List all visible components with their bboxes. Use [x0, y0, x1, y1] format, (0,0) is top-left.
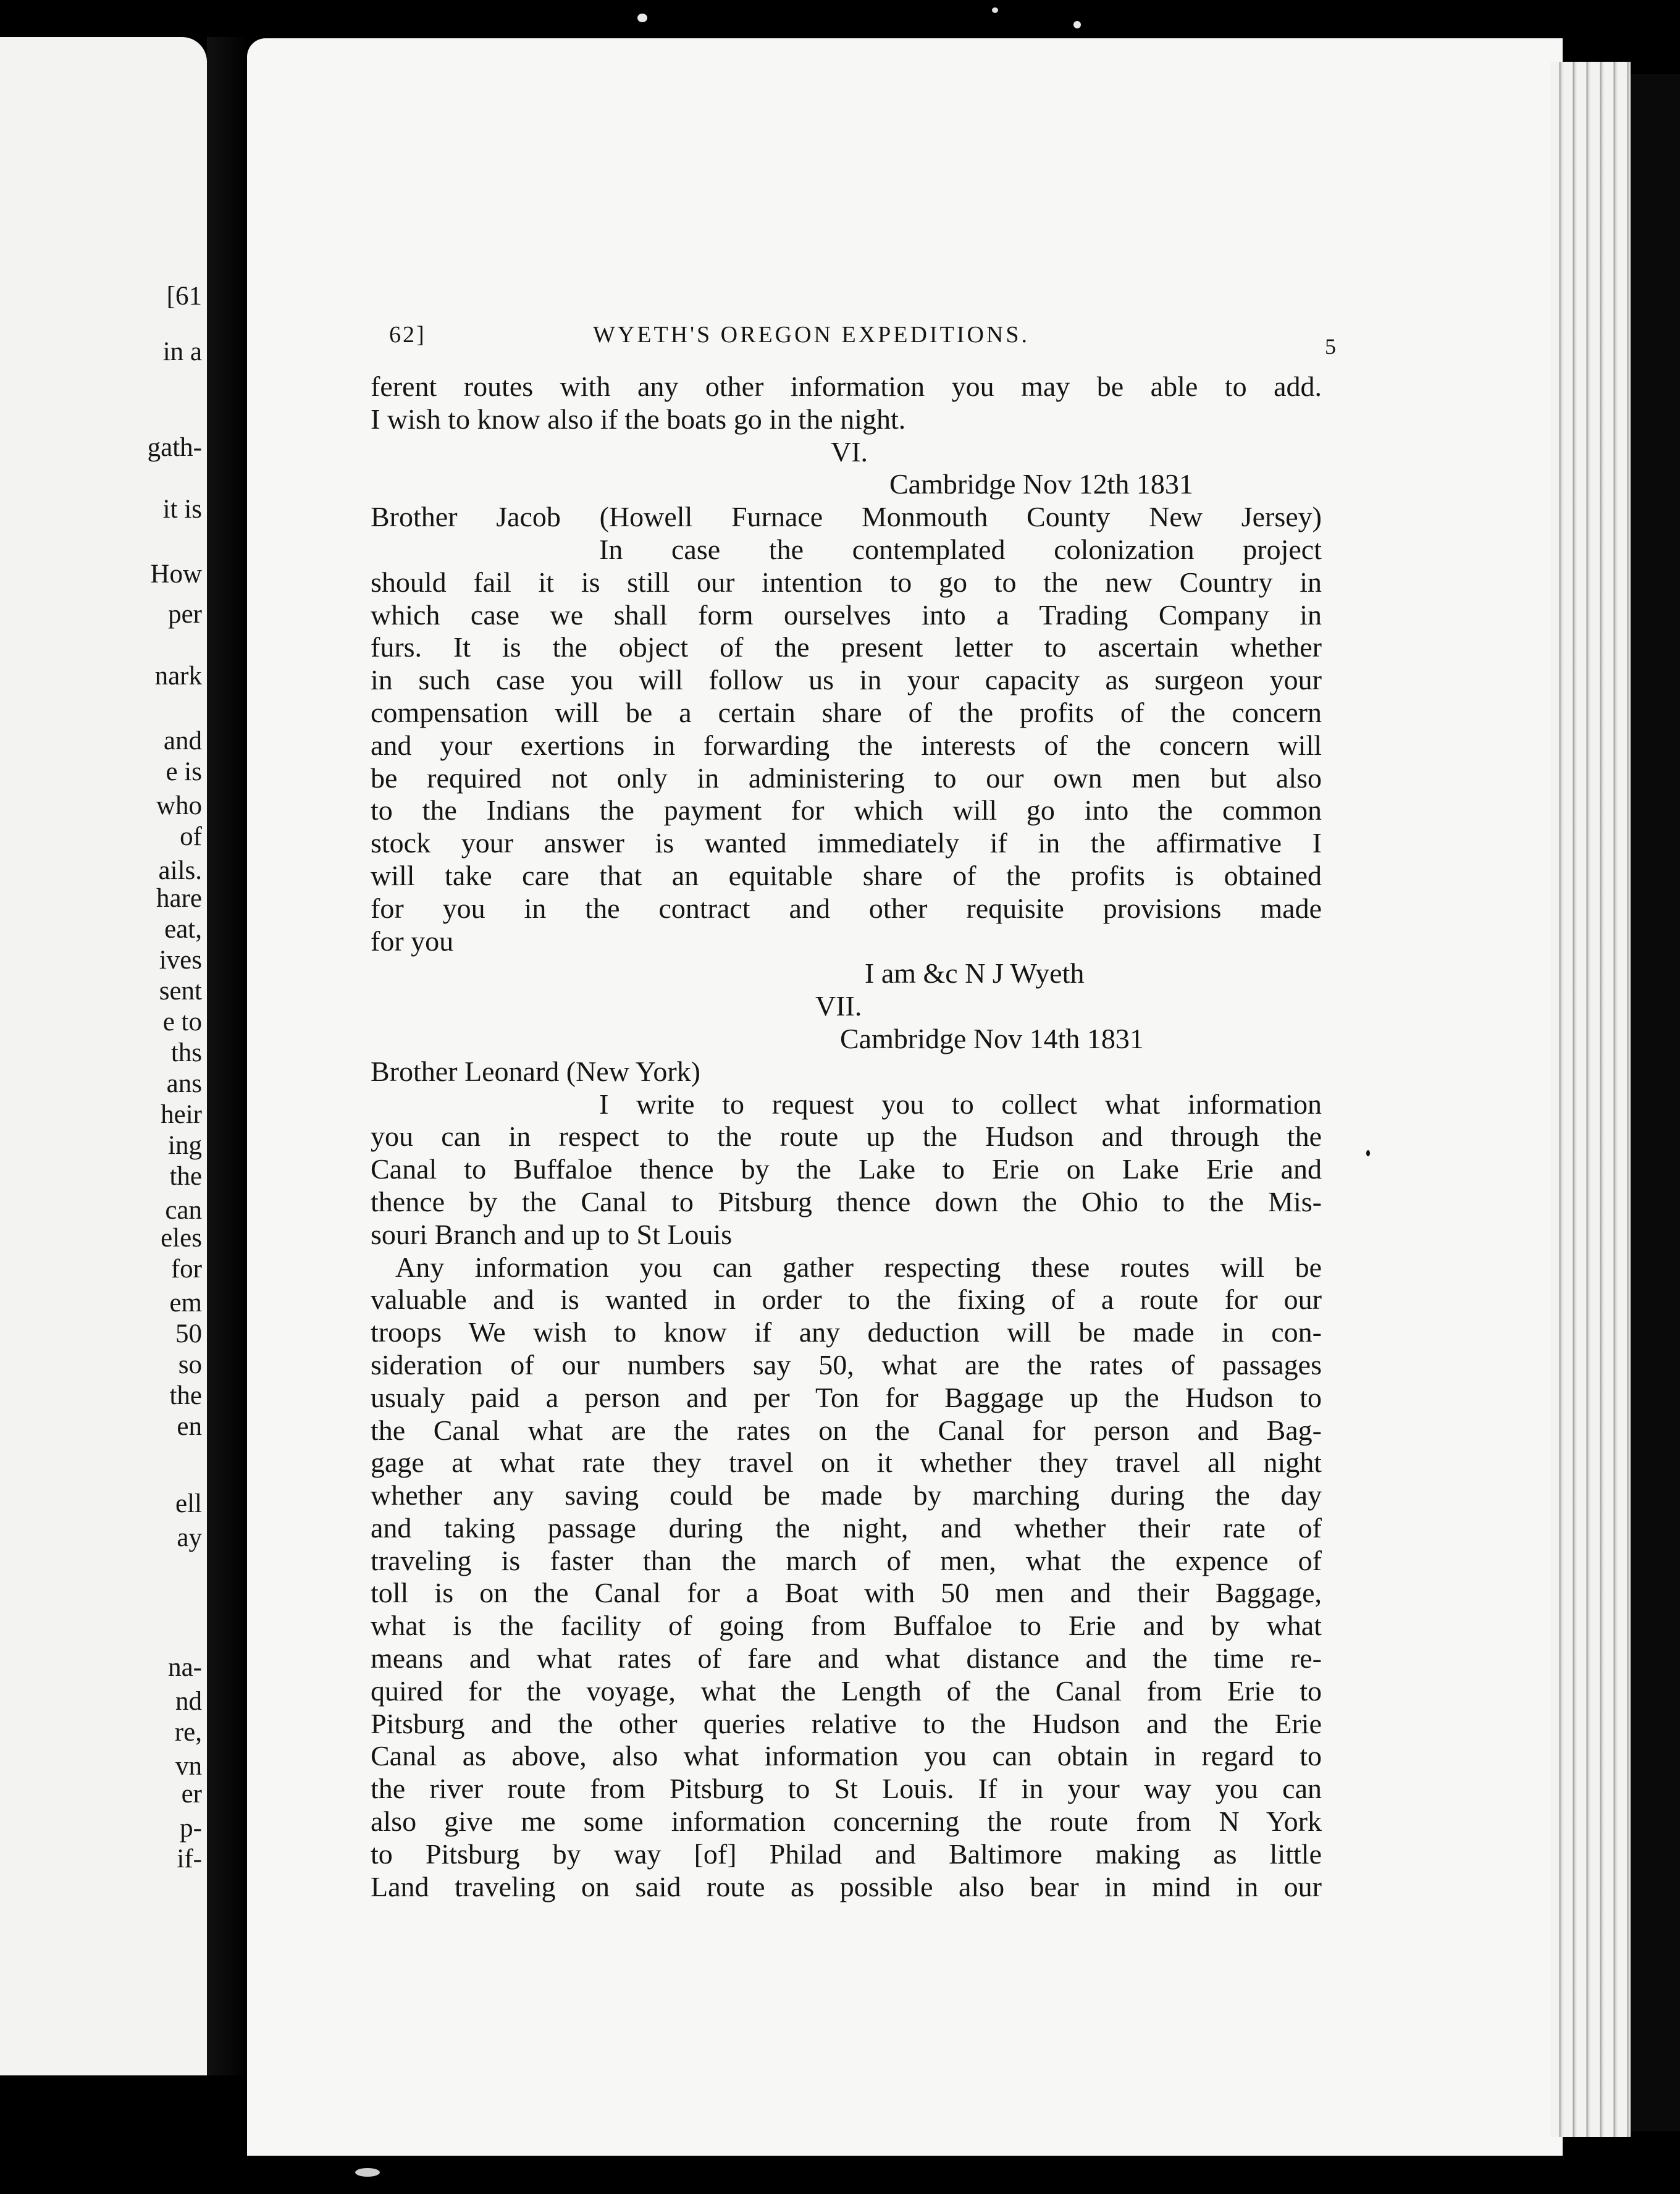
text-line: Any information you can gather respecting these routes will be	[395, 1251, 1322, 1283]
left-page-fragment	[0, 1381, 207, 1411]
text-line: for you	[371, 925, 454, 957]
fragment-text: can	[165, 1196, 202, 1225]
left-page-fragment	[0, 791, 207, 822]
text-line: VI.	[831, 435, 868, 468]
text-line: and taking passage during the night, and whether their rate of	[371, 1511, 1322, 1544]
text-line: quired for the voyage, what the Length of the Canal from Erie to	[371, 1675, 1322, 1707]
running-head	[389, 321, 1338, 359]
text-line: I wish to know also if the boats go in the night.	[371, 403, 906, 435]
text-line: for you in the contract and other requisite provisions made	[371, 892, 1322, 924]
fragment-text: the	[169, 1162, 202, 1191]
text-line: ferent routes with any other information you may be able to add.	[371, 371, 1322, 402]
fragment-text: so	[178, 1350, 202, 1379]
left-page-fragment	[0, 494, 207, 525]
left-page-fragment	[0, 599, 207, 630]
text-line: usualy paid a person and per Ton for Baggage up the Hudson to	[371, 1381, 1322, 1413]
left-page-fragment	[0, 1717, 207, 1748]
text-line: and your exertions in forwarding the interests of the concern will	[371, 729, 1322, 761]
left-page-fragment	[0, 1007, 207, 1038]
left-page-fragment	[0, 1038, 207, 1069]
fragment-text: in a	[162, 337, 202, 366]
text-line: you can in respect to the route up the Hudson and through the	[371, 1120, 1322, 1153]
fragment-text: na-	[168, 1653, 202, 1682]
fragment-text: who	[156, 791, 202, 820]
text-line: Land traveling on said route as possible also bear in mind in our	[371, 1870, 1322, 1902]
left-page-fragment	[0, 1751, 207, 1782]
text-line: Cambridge Nov 12th 1831	[889, 468, 1193, 500]
text-line: Canal as above, also what information you can obtain in regard to	[371, 1740, 1322, 1772]
fragment-text: ans	[166, 1069, 202, 1098]
left-page-fragment	[0, 914, 207, 945]
text-line: gage at what rate they travel on it whether they travel all night	[371, 1447, 1322, 1479]
gutter-shadow	[207, 37, 250, 2075]
fragment-text: of	[180, 822, 202, 851]
fragment-text: e to	[162, 1007, 202, 1036]
left-page-fragment	[0, 1411, 207, 1442]
left-page-fragment	[0, 1099, 207, 1130]
left-page-fragment	[0, 1288, 207, 1319]
left-page-fragment	[0, 1069, 207, 1099]
book-edge-shadow	[1631, 74, 1680, 2131]
left-page-fragment	[0, 1130, 207, 1161]
fragment-text: and	[163, 726, 202, 755]
left-page-fragment	[0, 1844, 207, 1875]
fragment-text: ives	[159, 946, 202, 975]
fragment-text: ing	[168, 1131, 202, 1160]
left-page-fragment	[0, 661, 207, 692]
text-line: will take care that an equitable share of the profits is obtained	[371, 859, 1322, 891]
text-line: Brother Jacob (Howell Furnace Monmouth County New Jersey)	[371, 501, 1322, 533]
fragment-text: for	[170, 1255, 202, 1284]
fragment-text: sent	[159, 977, 202, 1006]
fragment-text: the	[169, 1381, 202, 1410]
text-line: compensation will be a certain share of the profits of the concern	[371, 696, 1322, 728]
text-line: Canal to Buffaloe thence by the Lake to Erie on Lake Erie and	[371, 1153, 1322, 1185]
left-page-fragment	[0, 855, 207, 886]
left-page-fragment	[0, 1195, 207, 1226]
left-page-fragment	[0, 1489, 207, 1519]
text-line: thence by the Canal to Pitsburg thence down the Ohio to the Mis-	[371, 1185, 1322, 1217]
text-line: souri Branch and up to St Louis	[371, 1218, 733, 1250]
text-line: I write to request you to collect what information	[599, 1088, 1322, 1120]
left-page-fragment	[0, 1254, 207, 1285]
text-line: In case the contemplated colonization project	[599, 533, 1322, 565]
text-line: furs. It is the object of the present letter to ascertain whether	[371, 631, 1322, 663]
fragment-text: hare	[156, 884, 202, 913]
left-page-fragment	[0, 883, 207, 914]
fragment-text: per	[168, 600, 202, 629]
left-page-fragment	[0, 757, 207, 788]
text-line: Brother Leonard (New York)	[371, 1055, 700, 1087]
left-page-fragment	[0, 1652, 207, 1683]
text-line: also give me some information concerning the route from N York	[371, 1805, 1322, 1838]
fragment-text: ths	[170, 1038, 202, 1067]
left-page-fragment	[0, 1523, 207, 1553]
text-line: Pitsburg and the other queries relative to the Hudson and the Erie	[371, 1707, 1322, 1739]
fragment-text: heir	[161, 1100, 202, 1129]
fragment-text: if-	[177, 1844, 202, 1873]
fragment-text: p-	[180, 1814, 202, 1843]
text-line: what is the facility of going from Buffaloe to Erie and by what	[371, 1610, 1322, 1642]
signature-mark: 5	[1325, 334, 1338, 359]
left-page-fragment	[0, 1686, 207, 1717]
text-line: VII.	[815, 990, 862, 1022]
fragment-text: eles	[161, 1224, 202, 1253]
fragment-text: ay	[177, 1523, 202, 1552]
page-number: 62]	[389, 322, 426, 348]
left-page-fragment	[0, 1350, 207, 1381]
text-line: toll is on the Canal for a Boat with 50 men and their Baggage,	[371, 1577, 1322, 1609]
fragment-text: re,	[174, 1718, 202, 1747]
fragment-text: en	[177, 1412, 202, 1441]
left-page-fragment	[0, 976, 207, 1007]
fragment-text: ails.	[158, 856, 202, 885]
left-page-fragment	[0, 945, 207, 976]
fragment-text: 50	[175, 1319, 202, 1348]
text-line: means and what rates of fare and what distance and the time re-	[371, 1642, 1322, 1675]
left-page-fragment	[0, 1319, 207, 1350]
left-page-fragment	[0, 559, 207, 590]
fragment-text: eat,	[164, 915, 202, 944]
left-page-fragment	[0, 432, 207, 463]
fragment-text: ell	[175, 1489, 202, 1518]
text-line: troops We wish to know if any deduction will be made in con-	[371, 1316, 1322, 1348]
running-title: WYETH'S OREGON EXPEDITIONS.	[593, 322, 1030, 348]
text-line: traveling is faster than the march of men, what the expence of	[371, 1544, 1322, 1576]
fragment-text: gath-	[147, 433, 202, 462]
book-page-edges	[1550, 62, 1631, 2137]
fragment-text: vn	[175, 1752, 202, 1781]
text-line: the river route from Pitsburg to St Louis. If in your way you can	[371, 1773, 1322, 1805]
text-line: I am &c N J Wyeth	[865, 957, 1085, 990]
fragment-text: [61	[166, 282, 202, 311]
text-line: in such case you will follow us in your capacity as surgeon your	[371, 664, 1322, 696]
text-line: which case we shall form ourselves into a Trading Company in	[371, 599, 1322, 631]
letter-text	[371, 371, 1322, 1903]
fragment-text: it is	[162, 495, 202, 524]
text-line: should fail it is still our intention to go to the new Country in	[371, 566, 1322, 598]
text-line: the Canal what are the rates on the Canal for person and Bag-	[371, 1414, 1322, 1446]
left-page-fragment	[0, 1223, 207, 1254]
text-line: stock your answer is wanted immediately if in the affirmative I	[371, 827, 1322, 859]
left-page-fragment	[0, 281, 207, 312]
text-line: whether any saving could be made by marching during the day	[371, 1479, 1322, 1511]
text-line: to the Indians the payment for which will go into the common	[371, 794, 1322, 826]
text-line: be required not only in administering to our own men but also	[371, 762, 1322, 794]
left-page-fragment	[0, 337, 207, 368]
left-page-fragment	[0, 822, 207, 852]
fragment-text: nd	[175, 1687, 202, 1716]
left-page-fragment	[0, 1813, 207, 1844]
text-line: to Pitsburg by way [of] Philad and Baltimore making as little	[371, 1838, 1322, 1870]
fragment-text: How	[150, 560, 202, 589]
text-line: sideration of our numbers say 50, what are the rates of passages	[371, 1348, 1322, 1381]
fragment-text: e is	[166, 757, 202, 786]
left-page-fragment	[0, 1161, 207, 1192]
fragment-text: er	[181, 1780, 202, 1809]
left-page-fragment	[0, 726, 207, 757]
text-line: Cambridge Nov 14th 1831	[840, 1022, 1144, 1054]
fragment-text: em	[169, 1288, 202, 1318]
text-line: valuable and is wanted in order to the fixing of a route for our	[371, 1284, 1322, 1316]
fragment-text: nark	[154, 662, 202, 691]
left-page-fragment	[0, 1779, 207, 1810]
